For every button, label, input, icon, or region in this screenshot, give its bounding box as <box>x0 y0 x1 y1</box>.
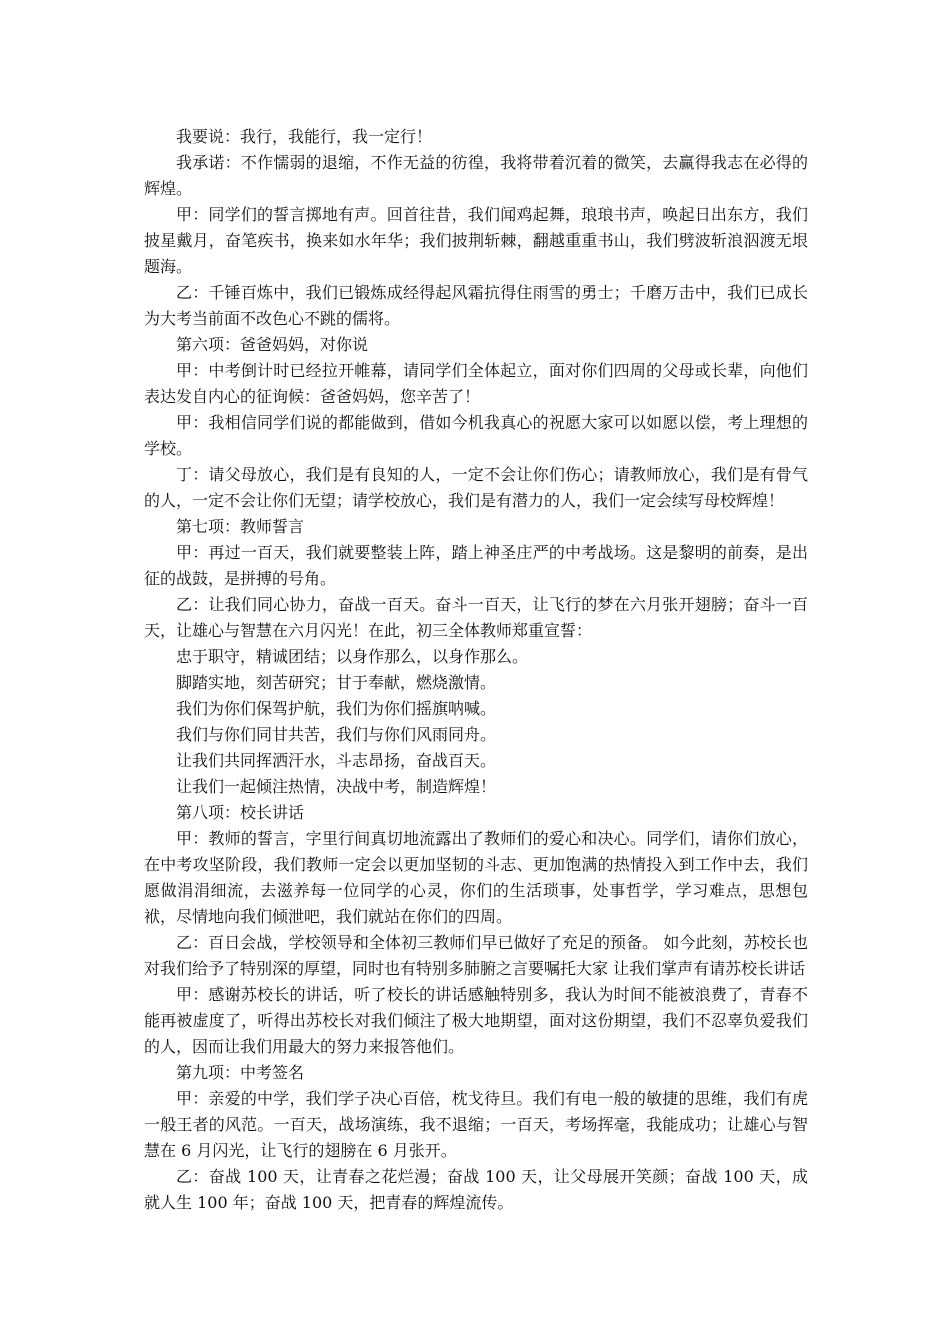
paragraph: 甲：同学们的誓言掷地有声。回首往昔，我们闻鸡起舞，琅琅书声，唤起日出东方，我们披星戴月，奋笔疾书，换来如水年华；我们披荆斩棘，翻越重重书山，我们劈波斩浪泅渡无垠题海。 <box>144 205 808 276</box>
paragraph: 乙：百日会战，学校领导和全体初三教师们早已做好了充足的预备。 如今此刻，苏校长也对我们给予了特别深的厚望，同时也有特别多肺腑之言要嘱托大家 让我们掌声有请苏校长讲话 <box>144 933 808 978</box>
oath-line: 让我们一起倾注热情，决战中考，制造辉煌！ <box>176 777 497 796</box>
paragraph: 甲：亲爱的中学，我们学子决心百倍，枕戈待旦。我们有电一般的敏捷的思维，我们有虎一般王者的风范。一百天，战场演练，我不退缩；一百天，考场挥毫，我能成功；让雄心与智慧在 6 月闪光，让飞行的翅膀在 6 月张开。 <box>144 1089 808 1160</box>
oath-line: 让我们共同挥洒汗水，斗志昂扬，奋战百天。 <box>176 751 497 770</box>
paragraph: 甲：中考倒计时已经拉开帷幕，请同学们全体起立，面对你们四周的父母或长辈，向他们表达发自内心的征询候：爸爸妈妈，您辛苦了！ <box>144 361 808 406</box>
paragraph: 我承诺：不作懦弱的退缩，不作无益的彷徨，我将带着沉着的微笑，去赢得我志在必得的辉煌。 <box>144 153 808 198</box>
oath-line: 我们为你们保驾护航，我们为你们摇旗呐喊。 <box>176 699 497 718</box>
paragraph: 丁：请父母放心，我们是有良知的人，一定不会让你们伤心；请教师放心，我们是有骨气的人，一定不会让你们无望；请学校放心，我们是有潜力的人，我们一定会续写母校辉煌！ <box>144 465 808 510</box>
paragraph: 乙：让我们同心协力，奋战一百天。奋斗一百天，让飞行的梦在六月张开翅膀；奋斗一百天，让雄心与智慧在六月闪光！在此，初三全体教师郑重宣誓： <box>144 595 808 640</box>
section-heading: 第八项：校长讲话 <box>176 803 305 822</box>
paragraph: 甲：教师的誓言，字里行间真切地流露出了教师们的爱心和决心。同学们，请你们放心，在中考攻坚阶段，我们教师一定会以更加坚韧的斗志、更加饱满的热情投入到工作中去，我们愿做涓涓细流，去滋养每一位同学的心灵，你们的生活琐事，处事哲学，学习难点，思想包袱，尽情地向我们倾泄吧，我们就站在你们的四周。 <box>144 829 808 926</box>
section-heading: 第九项：中考签名 <box>176 1063 305 1082</box>
oath-line: 脚踏实地，刻苦研究；甘于奉献，燃烧激情。 <box>176 673 497 692</box>
paragraph: 乙：奋战 100 天，让青春之花烂漫；奋战 100 天，让父母展开笑颜；奋战 100 天，成就人生 100 年；奋战 100 天，把青春的辉煌流传。 <box>144 1167 808 1212</box>
section-heading: 第六项：爸爸妈妈，对你说 <box>176 335 369 354</box>
paragraph: 甲：再过一百天，我们就要整装上阵，踏上神圣庄严的中考战场。这是黎明的前奏，是出征的战鼓，是拼搏的号角。 <box>144 543 808 588</box>
paragraph: 甲：感谢苏校长的讲话，听了校长的讲话感触特别多，我认为时间不能被浪费了，青春不能再被虚度了，听得出苏校长对我们倾注了极大地期望，面对这份期望，我们不忍辜负爱我们的人，因而让我们用最大的努力来报答他们。 <box>144 985 808 1056</box>
document-body <box>144 124 808 1216</box>
paragraph: 乙：千锤百炼中，我们已锻炼成经得起风霜抗得住雨雪的勇士；千磨万击中，我们已成长为大考当前面不改色心不跳的儒将。 <box>144 283 808 328</box>
paragraph: 甲：我相信同学们说的都能做到，借如今机我真心的祝愿大家可以如愿以偿，考上理想的学校。 <box>144 413 808 458</box>
section-heading: 第七项：教师誓言 <box>176 517 305 536</box>
oath-line: 忠于职守，精诚团结；以身作那么，以身作那么。 <box>176 647 529 666</box>
oath-line: 我们与你们同甘共苦，我们与你们风雨同舟。 <box>176 725 497 744</box>
paragraph: 我要说：我行，我能行，我一定行！ <box>176 127 433 146</box>
